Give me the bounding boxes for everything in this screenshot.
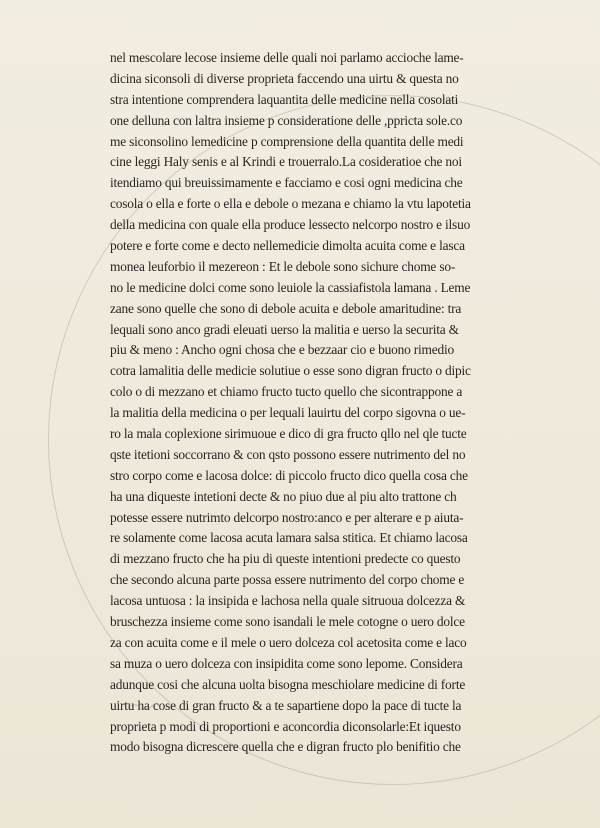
text-line: za con acuita come e il mele o uero dolceza col acetosita come e laco	[110, 634, 467, 650]
text-line: itendiamo qui breuissimamente e facciamo e cosi ogni medicina che	[110, 175, 463, 191]
text-line: la malitia della medicina o per lequali lauirtu del corpo sigovna o ue-	[110, 405, 466, 421]
text-line: dicina siconsoli di diverse proprieta faccendo una uirtu & questa no	[110, 70, 459, 86]
text-line: lacosa untuosa : la insipida e lachosa nella quale sitruoua dolcezza &	[110, 593, 466, 609]
text-line: sa muza o uero dolceza con insipidita come sono lepome. Considera	[110, 655, 463, 671]
text-line: ha una diqueste intetioni decte & no piuo due al piu alto trattone ch	[110, 488, 457, 504]
text-line: che secondo alcuna parte possa essere nutrimento del corpo chome e	[110, 572, 465, 588]
text-line: one delluna con laltra insieme p consideratione delle ,ppricta sole.co	[110, 112, 463, 128]
text-line: uirtu ha cose di gran fructo & a te sapartiene dopo la pace di tucte la	[110, 697, 462, 713]
text-line: della medicina con quale ella produce lessecto nelcorpo nostro e ilsuo	[110, 217, 471, 233]
text-line: zane sono quelle che sono di debole acuita e debole amaritudine: tra	[110, 300, 462, 316]
text-line: qste itetioni soccorrano & con qsto possono essere nutrimento del no	[110, 446, 466, 462]
text-line: di mezzano fructo che ha piu di queste intentioni predecte co questo	[110, 551, 461, 567]
text-block	[110, 48, 548, 758]
text-line: piu & meno : Ancho ogni chosa che e bezzaar cio e buono rimedio	[110, 342, 454, 358]
text-line: nel mescolare lecose insieme delle quali noi parlamo accioche lame-	[110, 50, 464, 65]
text-line: lequali sono anco gradi eleuati uerso la malitia e uerso la securita &	[110, 321, 459, 337]
text-line: me siconsolino lemedicine p comprensione della quantita delle medi	[110, 133, 464, 149]
text-line: modo bisogna dicrescere quella che e digran fructo plo benifitio che	[110, 739, 461, 755]
text-line: adunque cosi che alcuna uolta bisogna meschiolare medicine di forte	[110, 676, 466, 692]
text-line: stra intentione comprendera laquantita delle medicine nella cosolati	[110, 91, 459, 107]
text-line: re solamente come lacosa acuta lamara salsa stitica. Et chiamo lacosa	[110, 530, 468, 546]
text-line: bruschezza insieme come sono isandali le mele cotogne o uero dolce	[110, 614, 465, 630]
text-line: potere e forte come e decto nellemedicie dimolta acuita come e lasca	[110, 238, 465, 254]
ink-smudge-mark	[126, 700, 162, 712]
text-line: cotra lamalitia delle medicie solutiue o esse sono digran fructo o dipic	[110, 363, 471, 379]
text-line: potesse essere nutrimto delcorpo nostro:anco e per alterare e p aiuta-	[110, 509, 464, 525]
text-line: cosola o ella e forte o ella e debole o mezana e chiamo la vtu lapotetia	[110, 196, 471, 212]
text-line: colo o di mezzano et chiamo fructo tucto quello che sicontrappone a	[110, 384, 463, 400]
text-line: proprieta p modi di proportioni e aconcordia diconsolarle:Et iquesto	[110, 718, 461, 734]
text-line: no le medicine dolci come sono leuiole la cassiafistola lamana . Leme	[110, 279, 471, 295]
text-line: cine leggi Haly senis e al Krindi e trouerralo.La cosideratioe che noi	[110, 154, 462, 170]
text-line: stro corpo come e lacosa dolce: di piccolo fructo dico quella cosa che	[110, 467, 468, 483]
text-line: monea leuforbio il mezereon : Et le debole sono sichure chome so-	[110, 258, 456, 274]
text-line: ro la mala coplexione sirimuoue e dico di gra fructo qllo nel qle tucte	[110, 426, 467, 442]
